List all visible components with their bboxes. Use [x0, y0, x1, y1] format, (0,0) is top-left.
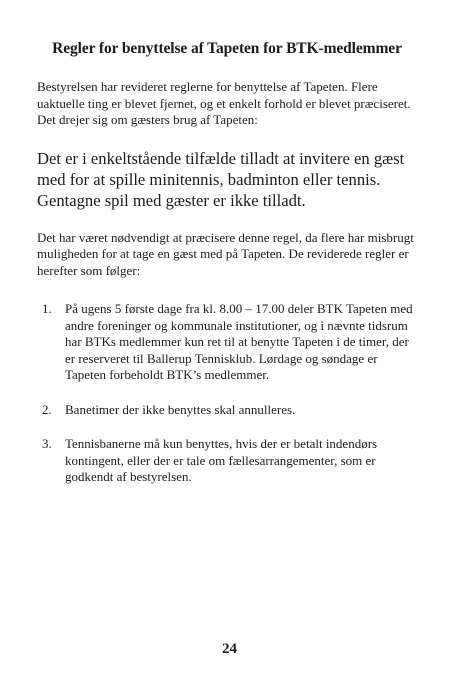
- rules-list: [37, 301, 417, 486]
- rule-number: 1.: [42, 301, 52, 316]
- page-number: 24: [222, 641, 237, 657]
- rule-item-2: [37, 402, 417, 419]
- rule-item-3: [37, 436, 417, 486]
- intro-paragraph: Bestyrelsen har revideret reglerne for benyttelse af Tapeten. Flere uaktuelle ting er blevet fjernet, og et enkelt forhold er blevet præciseret. Det drejer sig om gæsters brug af Tapeten:: [37, 79, 411, 127]
- rule-text: Banetimer der ikke benyttes skal annulleres.: [65, 401, 296, 417]
- page-title: Regler for benyttelse af Tapeten for BTK-medlemmer: [52, 40, 402, 57]
- rule-number: 3.: [42, 436, 52, 451]
- rule-text: På ugens 5 første dage fra kl. 8.00 – 17.00 deler BTK Tapeten med andre foreninger og kommunale institutioner, og i nævnte tidsrum har BTKs medlemmer kun ret til at benytte Tapeten i de timer, der er reserveret til Ballerup Tennisklub. Lørdage og søndage er Tapeten forbeholdt BTK’s medlemmer.: [65, 301, 413, 382]
- explanation-paragraph: Det har været nødvendigt at præcisere denne regel, da flere har misbrugt muligheden for at tage en gæst med på Tapeten. De reviderede regler er herefter som følger:: [37, 229, 414, 278]
- highlighted-rule-paragraph: Det er i enkeltstående tilfælde tilladt at invitere en gæst med for at spille minitennis, badminton eller tennis. Gentagne spil med gæster er ikke tilladt.: [37, 148, 405, 210]
- rule-item-1: [37, 301, 417, 384]
- rule-text: Tennisbanerne må kun benyttes, hvis der er betalt indendørs kontingent, eller der er tale om fællesarrangementer, som er godkendt af bestyrelsen.: [65, 436, 378, 484]
- rule-number: 2.: [42, 401, 52, 417]
